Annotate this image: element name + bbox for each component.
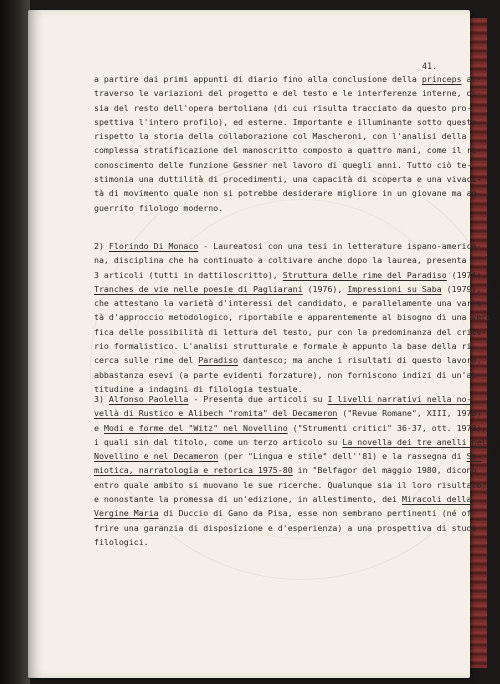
text-line xyxy=(94,339,477,353)
underlined-title: Alfonso Paolella xyxy=(108,394,189,404)
text-run: filologici. xyxy=(94,536,149,547)
text-line xyxy=(94,478,487,492)
text-run: 3) xyxy=(94,394,109,404)
text-run: traverso le variazioni del progetto e del testo e le interferenze interne, os- xyxy=(94,88,482,99)
text-line xyxy=(94,201,444,215)
text-run: cerca sulle rime del xyxy=(94,355,199,366)
text-run: abbastanza esevi (a parte evidenti forzature), non forniscono indizi di un'at- xyxy=(94,369,482,380)
text-run: di Duccio di Gano da Pisa, esse non sembrano pertinenti (né of- xyxy=(158,508,477,519)
underlined-title: Novellino e nel Decameron xyxy=(94,451,219,462)
text-run: - Presenta due articoli su xyxy=(188,394,328,404)
underlined-title: Florindo Di Monaco xyxy=(108,241,199,251)
text-run: a partire dai primi appunti di diario fino alla conclusione della xyxy=(94,74,422,84)
text-line xyxy=(94,115,477,129)
text-run: - Laureatosi con una tesi in letterature ispano-america- xyxy=(198,241,482,251)
text-line xyxy=(94,506,477,520)
text-run: dantesco; ma anche i risultati di questo lavoro, xyxy=(238,355,482,366)
text-line xyxy=(94,101,472,115)
text-line xyxy=(94,72,482,86)
text-line xyxy=(94,535,444,549)
text-line xyxy=(94,186,482,200)
book-spine-shadow xyxy=(0,0,30,684)
text-line xyxy=(94,392,472,406)
text-line xyxy=(94,268,487,282)
text-run: at- xyxy=(461,74,482,84)
underlined-title: I livelli narrativi nella no- xyxy=(327,394,472,404)
text-run: (per "Lingua e stile" dell''81) e la rassegna di xyxy=(218,451,467,462)
text-run: 3 articoli (tutti in dattiloscritto), xyxy=(94,269,283,280)
text-run: (1974), xyxy=(446,269,487,280)
underlined-title: Vergine Maria xyxy=(94,508,159,519)
text-run: frire una garanzia di disposizione e d'esperienza) a una prospettiva di studi xyxy=(94,522,477,533)
text-run: complessa stratificazione del manoscritto composto a quattro mani, come il ri- xyxy=(94,145,482,156)
text-line xyxy=(94,492,472,506)
text-line xyxy=(94,435,487,449)
text-run: (1979), xyxy=(441,283,482,294)
text-run: stimonia una duttilità di procedimenti, una capacità di scoperta e una vivaci- xyxy=(94,174,482,185)
underlined-title: Impressioni su Saba xyxy=(347,283,442,294)
text-run: sia del resto dell'opera bertoliana (di cui risulta tracciato da questo pro- xyxy=(94,102,472,113)
text-line xyxy=(94,296,487,310)
text-run: fica delle possibilità di lettura del testo, pur con la predominanza del crite- xyxy=(94,326,487,337)
text-run: titudine a indagini di filologia testuale. xyxy=(94,383,303,394)
paragraph-2 xyxy=(94,239,497,396)
text-run: ("Strumenti critici" 36-37, ott. 1978), xyxy=(287,422,487,433)
text-line xyxy=(94,143,482,157)
text-line xyxy=(94,129,467,143)
underlined-title: princeps xyxy=(421,74,462,84)
underlined-title: Modi e forme del "Witz" nel Novellino xyxy=(103,422,288,433)
text-run: e nonostante la promessa di un'edizione, in allestimento, dei xyxy=(94,494,402,505)
underlined-title: Struttura delle rime del Paradiso xyxy=(282,269,447,280)
text-line xyxy=(94,463,477,477)
text-line xyxy=(94,253,467,267)
text-run: tà di movimento quale non si potrebbe desiderare migliore in un giovane ma ag- xyxy=(94,188,482,199)
underlined-title: Se- xyxy=(466,451,482,462)
text-run: (1976), xyxy=(302,283,348,294)
text-line xyxy=(94,449,482,463)
underlined-title: Tranches de vie nelle poesie di Pagliarani xyxy=(94,283,303,294)
text-line xyxy=(94,158,472,172)
underlined-title: miotica, narratologia e retorica 1975-80 xyxy=(94,465,293,476)
underlined-title: La novella dei tre anelli nel xyxy=(342,436,487,447)
text-line xyxy=(94,368,482,382)
text-run: conoscimento delle funzione Gessner nel lavoro di quegli anni. Tutto ciò te- xyxy=(94,159,472,170)
text-run: che attestano la varietà d'interessi del candidato, e parallelamente una varie- xyxy=(94,298,487,309)
text-line xyxy=(94,406,482,420)
underlined-title: Miracoli della xyxy=(401,494,472,505)
text-line xyxy=(94,353,482,367)
text-run: na, disciplina che ha continuato a coltivare anche dopo la laurea, presenta xyxy=(94,255,467,266)
text-run: entro quale ambito si muovano le sue ricerche. Qualunque sia il loro risultato, xyxy=(94,479,487,490)
paragraph-3 xyxy=(94,392,487,549)
text-run: guerrito filologo moderno. xyxy=(94,202,224,213)
paragraph-1 xyxy=(94,72,482,215)
text-line xyxy=(94,310,497,324)
text-line xyxy=(94,421,487,435)
text-line xyxy=(94,239,482,253)
text-run: rio formalistico. L'analisi strutturale e formale è appunto la base della ri- xyxy=(94,341,477,352)
underlined-title: vellà di Rustico e Alibech "romita" del Decameron xyxy=(94,408,338,419)
text-run: 2) xyxy=(94,241,109,251)
text-line xyxy=(94,521,477,535)
text-line xyxy=(94,282,482,296)
text-line xyxy=(94,172,482,186)
text-run: ("Revue Romane", XIII, 1978) xyxy=(337,408,482,419)
text-run: spettiva l'intero profilo), ed esterne. Importante e illuminante sotto questo xyxy=(94,116,477,127)
text-run: in "Belfagor del maggio 1980, dicono xyxy=(292,465,477,476)
text-run: rispetto la storia della collaborazione col Mascheroni, con l'analisi della xyxy=(94,131,467,142)
text-line xyxy=(94,325,487,339)
text-run: e xyxy=(94,422,104,433)
text-line xyxy=(94,86,482,100)
underlined-title: Paradiso xyxy=(198,355,239,366)
text-run: tà d'approccio metodologico, riportabile e apparentemente al bisogno di una veri- xyxy=(94,312,497,323)
text-run: i quali sin dal titolo, come un terzo articolo su xyxy=(94,436,343,447)
page-number: 41. xyxy=(422,61,438,71)
